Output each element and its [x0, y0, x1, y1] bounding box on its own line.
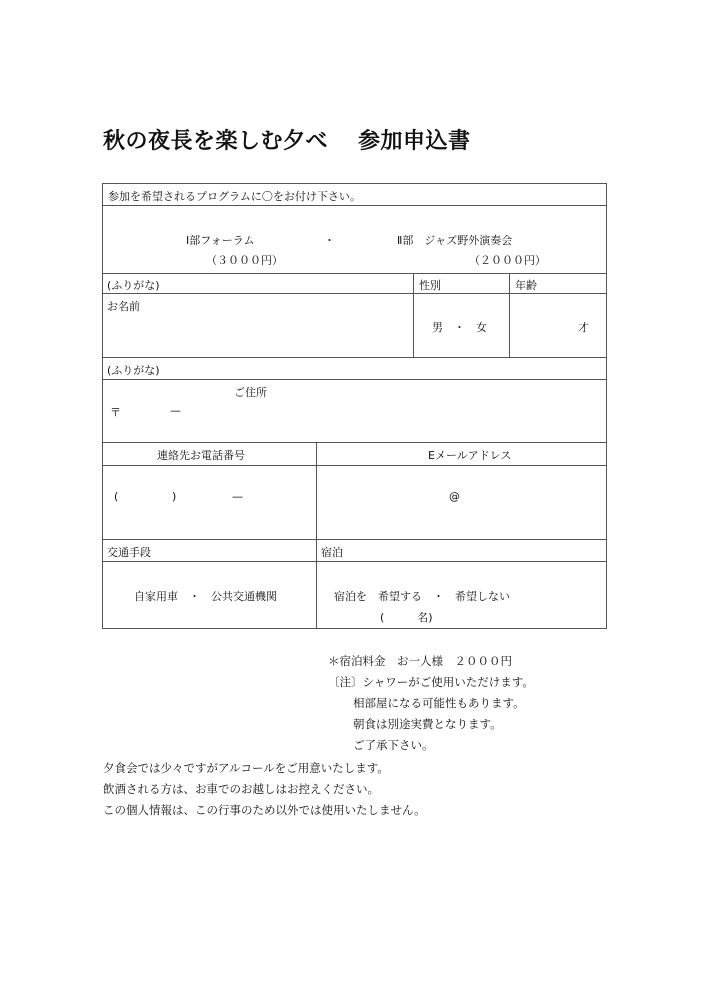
form-divider: [509, 273, 510, 357]
phone-dash: —: [232, 490, 243, 503]
address-label: ご住所: [234, 386, 267, 399]
form-divider: [102, 357, 607, 358]
name-furigana-label: (ふりがな): [107, 279, 160, 292]
form-divider: [102, 293, 607, 294]
note-breakfast: 朝食は別途実費となります。: [353, 717, 502, 731]
address-furigana-label: (ふりがな): [107, 364, 160, 377]
form-divider: [102, 561, 607, 562]
form-divider: [102, 379, 607, 380]
program-part1-fee: （３０００円）: [206, 254, 283, 267]
lodging-fee-note: ＊宿泊料金 お一人様 ２０００円: [328, 654, 512, 668]
form-border-left: [102, 183, 103, 629]
lodging-options[interactable]: 宿泊を 希望する ・ 希望しない: [334, 590, 510, 603]
form-divider: [102, 442, 607, 443]
footer-drinking-note: 飲酒される方は、お車でのお越しはお控えください。: [103, 782, 379, 796]
program-separator: ・: [324, 234, 335, 247]
phone-label: 連絡先お電話番号: [157, 449, 245, 462]
form-border-right: [606, 183, 607, 629]
form-border-top: [102, 183, 607, 184]
gender-options[interactable]: 男 ・ 女: [432, 321, 487, 334]
lodging-label: 宿泊: [321, 546, 343, 559]
footer-dinner-note: 夕食会では少々ですがアルコールをご用意いたします。: [103, 761, 389, 775]
footer-privacy-note: この個人情報は、この行事のため以外では使用いたしません。: [103, 803, 426, 817]
gender-label: 性別: [419, 279, 441, 292]
name-label: お名前: [107, 300, 140, 313]
note-shared-room: 相部屋になる可能性もあります。: [353, 696, 525, 710]
form-divider: [316, 442, 317, 628]
lodging-count: ( 名): [380, 611, 433, 624]
email-label: Eメールアドレス: [428, 449, 512, 462]
program-instruction: 参加を希望されるプログラムに〇をお付け下さい。: [108, 190, 361, 203]
postal-dash: —: [170, 404, 181, 417]
age-label: 年齢: [515, 279, 537, 292]
form-divider: [102, 465, 607, 466]
note-shower: 〔注〕シャワーがご使用いただけます。: [328, 675, 534, 689]
postal-mark: 〒: [110, 406, 121, 419]
program-part2-fee: （２０００円）: [469, 254, 546, 267]
title-main: 秋の夜長を楽しむ夕べ: [103, 128, 329, 154]
page-title: [103, 124, 471, 155]
note-acknowledge: ご了承下さい。: [353, 738, 434, 752]
form-divider: [102, 273, 607, 274]
form-divider: [413, 273, 414, 357]
form-border-bottom: [102, 628, 607, 629]
transport-label: 交通手段: [107, 546, 151, 559]
phone-open-paren: (: [114, 490, 119, 503]
transport-options[interactable]: 自家用車 ・ 公共交通機関: [134, 590, 277, 603]
email-at-mark: @: [449, 490, 460, 503]
program-part2-option[interactable]: Ⅱ部 ジャズ野外演奏会: [397, 234, 513, 247]
form-divider: [102, 539, 607, 540]
age-unit: 才: [578, 321, 589, 334]
title-sub: 参加申込書: [358, 128, 471, 154]
form-divider: [102, 205, 607, 206]
program-part1-option[interactable]: Ⅰ部フォーラム: [186, 234, 255, 247]
phone-close-paren: ): [172, 490, 177, 503]
